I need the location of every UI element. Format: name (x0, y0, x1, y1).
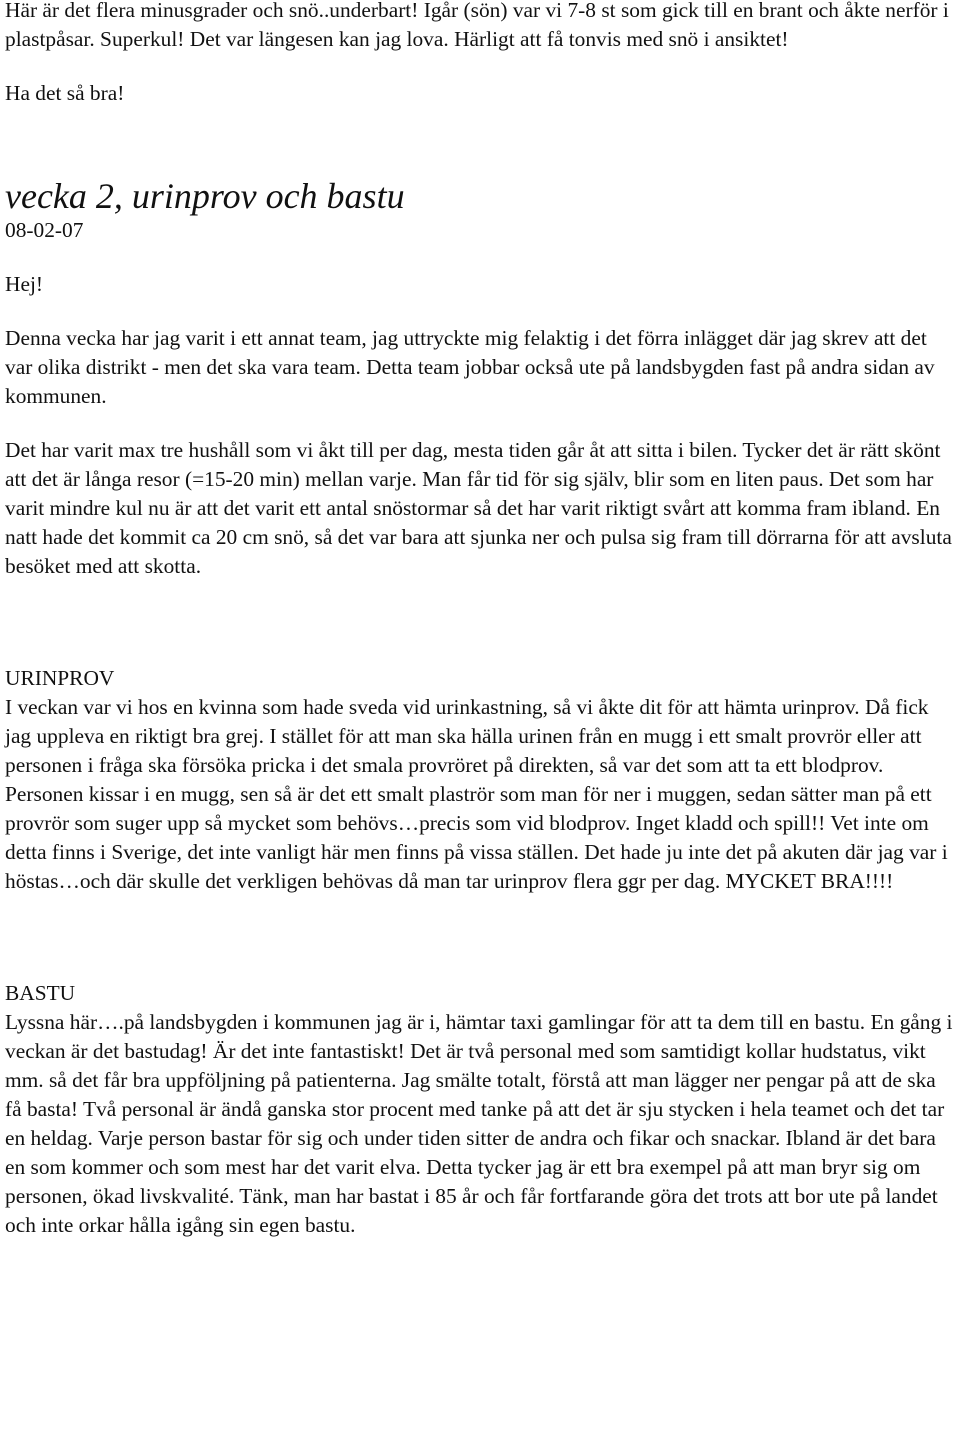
post-title: vecka 2, urinprov och bastu (5, 176, 405, 216)
section-heading-bastu: BASTU (5, 981, 76, 1005)
intro-paragraph: Här är det flera minusgrader och snö..underbart! Igår (sön) var vi 7-8 st som gick till en brant och åkte nerför i plastpåsar. Superkul! Det var längesen kan jag lova. Härligt att få tonvis med snö i ansiktet! (5, 0, 949, 51)
body-paragraph: Denna vecka har jag varit i ett annat team, jag uttryckte mig felaktig i det förra inlägget där jag skrev att det var olika distrikt - men det ska vara team. Detta team jobbar också ute på landsbygden fast på andra sidan av kommunen. (5, 326, 935, 408)
post-greeting: Hej! (5, 272, 44, 296)
section-body-bastu: Lyssna här….på landsbygden i kommunen jag är i, hämtar taxi gamlingar för att ta dem till en bastu. En gång i veckan är det bastudag! Är det inte fantastiskt! Det är två personal med som samtidigt kollar hudstatus, vikt mm. så det får bra uppföljning på patienterna. Jag smälte totalt, förstå att man lägger ner pengar på att de ska få basta! Två personal är ändå ganska stor procent med tanke på att det är sju stycken i hela teamet och det tar en heldag. Varje person bastar för sig och under tiden sitter de andra och fikar och snackar. Ibland är det bara en som kommer och som mest har det varit elva. Detta tycker jag är ett bra exempel på att man bryr sig om personen, ökad livskvalité. Tänk, man har bastat i 85 år och får fortfarande göra det trots att bor ute på landet och inte orkar hålla igång sin egen bastu. (5, 1010, 953, 1237)
section-body-urinprov: I veckan var vi hos en kvinna som hade sveda vid urinkastning, så vi åkte dit för att hämta urinprov. Då fick jag uppleva en riktigt bra grej. I stället för att man ska hälla urinen från en mugg i ett smalt provrör eller att personen i fråga ska försöka pricka i det smala provröret på direkten, så var det som att ta ett blodprov. Personen kissar i en mugg, sen så är det ett smalt plaströr som man för ner i muggen, sedan sätter man på ett provrör som suger upp så mycket som behövs…precis som vid blodprov. Inget kladd och spill!! Vet inte om detta finns i Sverige, det inte vanligt här men finns på vissa ställen. Det hade ju inte det på akuten där jag var i höstas…och där skulle det verkligen behövas då man tar urinprov flera ggr per dag. MYCKET BRA!!!! (5, 695, 948, 893)
intro-closing: Ha det så bra! (5, 81, 125, 105)
body-paragraph: Det har varit max tre hushåll som vi åkt till per dag, mesta tiden går åt att sitta i bilen. Tycker det är rätt skönt att det är långa resor (=15-20 min) mellan varje. Man får tid för sig själv, blir som en liten paus. Det som har varit mindre kul nu är att det varit ett antal snöstormar så det har varit riktigt svårt att komma fram ibland. En natt hade det kommit ca 20 cm snö, så det var bara att sjunka ner och pulsa sig fram till dörrarna för att avsluta besöket med att skotta. (5, 438, 952, 578)
section-heading-urinprov: URINPROV (5, 666, 115, 690)
post-date: 08-02-07 (5, 218, 84, 242)
